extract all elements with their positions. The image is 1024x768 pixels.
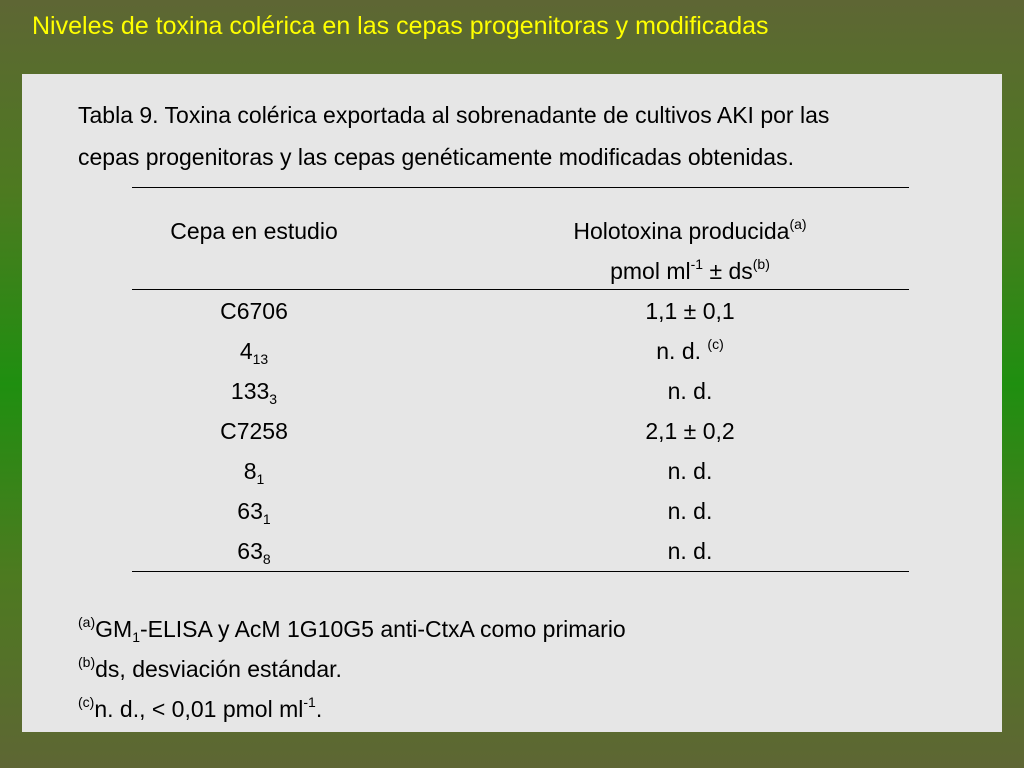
strain-cell: $63_8$ [237, 538, 271, 567]
table-caption-line-1: Tabla 9. Toxina colérica exportada al sobrenadante de cultivos AKI por las [78, 102, 830, 128]
strain-cell: $4_{13}$ [239, 338, 269, 367]
table-caption-line-2: cepas progenitoras y las cepas genéticamente modificadas obtenidas. [78, 144, 794, 170]
table-caption [78, 94, 958, 178]
column-header-unit: pmol $ml^{-1} \pm ds^{(b)}$ [610, 256, 770, 284]
footnote-b: $^{(b)}$ds, desviación estándar. [78, 654, 342, 682]
table-bottom-rule [132, 571, 909, 572]
footnote-c: $^{(c)}$n. d., < 0,01 pmol $ml^{-1}$. [78, 694, 323, 722]
strain-cell: $63_1$ [237, 498, 271, 527]
value-cell: 2,1 ± 0,2 [645, 418, 735, 444]
value-cell: n. d. [667, 458, 713, 484]
column-header-strain: Cepa en estudio [170, 218, 338, 244]
value-cell: 1,1 ± 0,1 [645, 298, 735, 324]
strain-cell: $8_1$ [243, 458, 265, 487]
table-top-rule [132, 187, 909, 188]
strain-cell: C7258 [220, 418, 288, 444]
value-cell: n. d. [667, 538, 713, 564]
strain-cell: $133_3$ [230, 378, 278, 407]
table-header-rule [132, 289, 909, 290]
footnote-a: $^{(a)}GM_1$-ELISA y AcM 1G10G5 anti-CtxA como primario [78, 614, 626, 645]
strain-cell: C6706 [220, 298, 288, 324]
value-cell: n. d. [667, 378, 713, 404]
content-panel [22, 74, 1002, 732]
value-cell: n. d. $^{(c)}$ [656, 336, 724, 364]
slide-title: Niveles de toxina colérica en las cepas progenitoras y modificadas [32, 12, 769, 40]
column-header-holotoxin: Holotoxina producida$^{(a)}$ [573, 216, 807, 244]
value-cell: n. d. [667, 498, 713, 524]
